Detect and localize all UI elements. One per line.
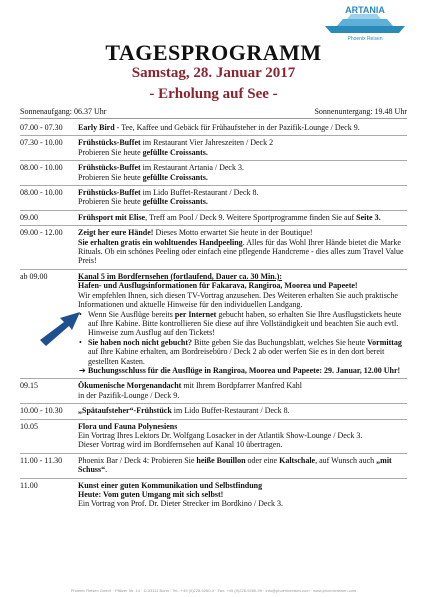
- item-highlight: gefüllte Croissants.: [142, 197, 208, 207]
- artania-logo: [317, 4, 413, 44]
- item-highlight: Sie haben noch nicht gebucht?: [88, 337, 193, 347]
- item-time: 07.00 - 07.30: [20, 123, 63, 132]
- item-highlight: Sie erhalten gratis ein wohltuendes Handpeeling: [78, 237, 243, 247]
- schedule-item: [20, 136, 407, 161]
- item-time: 10.00 - 10.30: [20, 406, 63, 416]
- schedule-item: [20, 186, 407, 211]
- item-body: [78, 272, 407, 375]
- item-title: Frühstücks-Buffet: [78, 163, 141, 173]
- list-item: [78, 366, 407, 375]
- item-body: [78, 228, 407, 266]
- schedule-item: [20, 479, 407, 512]
- schedule-item: [20, 420, 407, 454]
- item-text: Dieses Motto erwartet Sie heute in der Boutique!: [153, 228, 313, 238]
- item-body: [78, 381, 407, 400]
- item-title: Ökumenische Morgenandacht: [78, 381, 182, 391]
- item-time: 07.30 - 10.00: [20, 138, 63, 148]
- item-text: , auf Wunsch auch: [315, 455, 377, 465]
- brand-name: ARTANIA: [345, 5, 385, 15]
- item-text: Probieren Sie heute: [78, 197, 143, 207]
- item-text: Phoenix Bar / Deck 4: Probieren Sie: [78, 455, 197, 465]
- arrow-icon: [38, 306, 84, 348]
- item-text: Wenn Sie Ausflüge bereits: [88, 309, 175, 319]
- item-highlight: „mit Schuss“: [78, 455, 392, 475]
- item-text: in der Pazifik-Lounge / Deck 9.: [78, 390, 180, 400]
- item-text: mit Ihrem Bordpfarrer Manfred Kahl: [181, 381, 302, 391]
- item-time: 09.00: [20, 212, 38, 222]
- item-text: Probieren Sie heute: [78, 147, 143, 157]
- item-text: Dieser Vortrag wird im Bordfernsehen auf Kanal 10 übertragen.: [78, 440, 283, 450]
- item-text: im Lido Buffet-Restaurant / Deck 8.: [171, 406, 290, 416]
- item-time: 11.00 - 11.30: [20, 455, 63, 465]
- item-time: 09.15: [20, 381, 38, 391]
- item-title: Early Bird: [78, 123, 115, 132]
- item-text: oder eine: [245, 455, 280, 465]
- item-title: Frühstücks-Buffet: [78, 188, 141, 198]
- item-text: Probieren Sie heute: [78, 172, 143, 182]
- item-title: Zeigt her eure Hände!: [78, 228, 154, 238]
- item-highlight: Seite 3.: [356, 212, 381, 222]
- item-time: 09.00 - 12.00: [20, 228, 63, 238]
- item-text: , Treff am Pool / Deck 9. Weitere Sportprogramme finden Sie auf: [145, 212, 357, 222]
- item-body: [78, 422, 407, 450]
- item-highlight: gefüllte Croissants.: [142, 172, 208, 182]
- ship-logo-icon: [317, 4, 413, 44]
- item-text: . Alles für das Wohl Ihrer Hände bietet die Marke Rituals. Ob ein schönes Peeling oder einfach eine pflegende Handcreme - dies alles zum Travel Value Preis!: [78, 237, 404, 266]
- item-text: im Lido Buffet-Restaurant / Deck 8.: [140, 188, 259, 198]
- schedule-item: [20, 211, 407, 226]
- bullet-icon: •: [79, 309, 82, 319]
- page-footer: Phoenix Reisen GmbH · Pfälzer Str. 14 · D-53111 Bonn · Tel.: +49 (0)228-9260-0 · Fax: +49 (0)228-9260-99 · info@phoenixreisen.com · www.phoenixreisen.com: [70, 588, 357, 593]
- item-title: Kanal 5 im Bordfernsehen (fortlaufend, Dauer ca. 30 Min.):: [78, 271, 283, 281]
- list-item: [78, 338, 407, 366]
- sun-times-row: [20, 107, 407, 119]
- sunset-text: Sonnenuntergang: 19.48 Uhr: [314, 107, 407, 116]
- item-text: - Tee, Kaffee und Gebäck für Frühaufsteher in der Pazifik-Lounge / Deck 9.: [114, 123, 360, 132]
- schedule-item: [20, 121, 407, 136]
- item-body: [78, 213, 407, 222]
- sunrise-text: Sonnenaufgang: 06.37 Uhr: [20, 107, 107, 116]
- item-highlight: Vormittag: [367, 337, 402, 347]
- arrow-bullet-icon: ➔: [79, 365, 86, 375]
- item-body: [78, 123, 407, 132]
- item-text: im Restaurant Vier Jahreszeiten / Deck 2: [140, 138, 274, 148]
- item-text: im Restaurant Artania / Deck 3.: [140, 163, 244, 173]
- item-highlight: Heute: Vom guten Umgang mit sich selbst!: [78, 490, 224, 499]
- item-body: [78, 138, 407, 157]
- brand-subtitle: Phoenix Reisen: [347, 36, 383, 42]
- item-highlight: per Internet: [174, 309, 217, 319]
- page-title: TAGESPROGRAMM: [105, 40, 322, 65]
- schedule-item: [20, 161, 407, 186]
- item-body: [78, 456, 407, 475]
- schedule-item: [20, 379, 407, 404]
- item-time: ab 09.00: [20, 271, 48, 281]
- item-text: .: [105, 465, 108, 475]
- item-body: [78, 188, 407, 207]
- item-text: Wir empfehlen Ihnen, sich diesen TV-Vortrag anzusehen. Des Weiteren erhalten Sie auch praktische Informationen und aktuelle Hinweise für den individuellen Landgang.: [78, 290, 398, 310]
- item-time: 08.00 - 10.00: [20, 188, 63, 198]
- item-subhead: Hafen- und Ausflugsinformationen für Fakarava, Rangiroa, Moorea und Papeete!: [78, 281, 358, 291]
- schedule-item: [20, 404, 407, 419]
- bullet-icon: •: [79, 337, 82, 347]
- schedule-item: [20, 454, 407, 479]
- item-text: Ein Vortrag von Prof. Dr. Dieter Strecker im Bordkino / Deck 3.: [78, 499, 283, 509]
- item-time: 10.05: [20, 421, 38, 431]
- item-body: [78, 481, 407, 509]
- item-title: Flora und Fauna Polynesiens: [78, 421, 178, 431]
- item-highlight: heiße Bouillon: [196, 455, 246, 465]
- program-date: Samstag, 28. Januar 2017: [131, 65, 296, 81]
- item-text: gebucht haben, so erhalten Sie Ihre Ausflugstickets heute auf Ihre Kabine. Bitte kontrollieren Sie diese auf ihre Vollständigkeit und beachten Sie auch evtl. Hinweise zum Ausflug auf den Tickets!: [88, 309, 402, 338]
- item-title: Frühsport mit Elise: [78, 212, 146, 222]
- item-body: [78, 163, 407, 182]
- item-title: Kunst einer guten Kommunikation und Selbstfindung: [78, 480, 263, 490]
- list-item: [78, 310, 407, 338]
- item-text: Bitte geben Sie das Buchungsblatt, welches Sie heute: [192, 337, 368, 347]
- item-body: [78, 406, 407, 415]
- item-time: 11.00: [20, 480, 38, 490]
- item-title: Frühstücks-Buffet: [78, 138, 141, 148]
- item-text: Ein Vortrag Ihres Lektors Dr. Wolfgang Losacker in der Atlantik Show-Lounge / Deck 3.: [78, 430, 363, 440]
- schedule-item: [20, 226, 407, 270]
- item-title: „Spätaufsteher“-Frühstück: [78, 406, 172, 416]
- booking-deadline: Buchungsschluss für die Ausflüge in Rangiroa, Moorea und Papeete: 29. Januar, 12.00 Uhr!: [88, 365, 401, 375]
- bullet-list: [78, 310, 407, 376]
- item-time: 08.00 - 10.00: [20, 163, 63, 173]
- day-motto: - Erholung auf See -: [149, 86, 278, 102]
- item-text: auf Ihre Kabine erhalten, am Bordreisebüro / Deck 2 ab oder werfen Sie es in den dort bereit gestellten Kasten.: [88, 347, 385, 366]
- item-highlight: gefüllte Croissants.: [142, 147, 208, 157]
- item-highlight: Kaltschale: [279, 455, 316, 465]
